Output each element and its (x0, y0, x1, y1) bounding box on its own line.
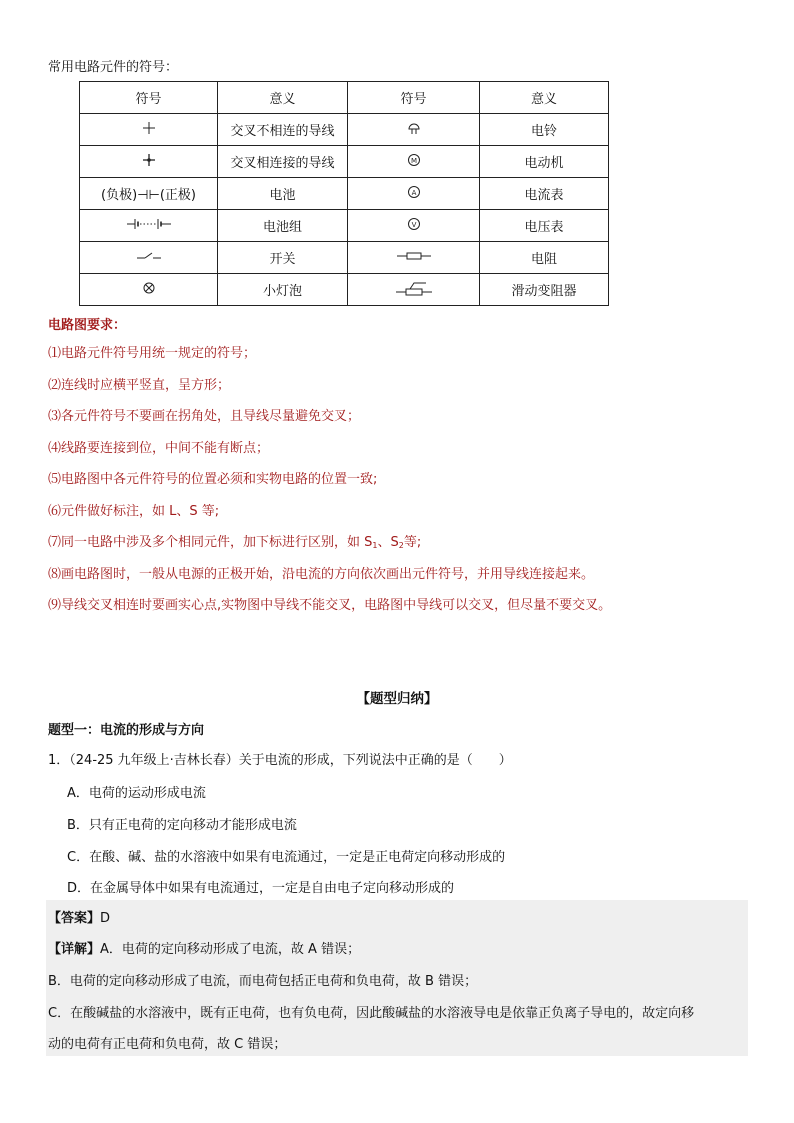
detail-line (48, 938, 360, 957)
meaning-cell: 电流表 (480, 178, 609, 210)
bell-icon (407, 121, 421, 135)
table-row (80, 114, 609, 146)
list-item: ⑻画电路图时，一般从电源的正极开始，沿电流的方向依次画出元件符号，并用导线连接起来。 (48, 566, 595, 582)
lamp-icon (142, 281, 156, 295)
list-item: ⑷线路要连接到位，中间不能有断点； (48, 440, 270, 456)
subscript: 1 (372, 541, 378, 550)
answer-label: 【答案】 (48, 911, 101, 926)
list-item: ⑶各元件符号不要画在拐角处，且导线尽量避免交叉； (48, 409, 361, 424)
option-c: C．在酸、碱、盐的水溶液中如果有电流通过，一定是正电荷定向移动形成的 (67, 850, 506, 865)
list-item: ⑼导线交叉相连时要画实心点,实物图中导线不能交叉，电路图中导线可以交叉，但尽量不要交叉。 (48, 598, 612, 613)
list-item-text: 、S (377, 535, 399, 550)
requirements-title: 电路图要求： (48, 318, 127, 333)
symbol-cell (348, 210, 480, 242)
detail-label: 【详解】 (48, 942, 101, 957)
requirements-list (48, 344, 611, 628)
question-text: 1．（24-25 九年级上·吉林长春）关于电流的形成，下列说法中正确的是（ ） (48, 753, 512, 768)
list-item-text: ⑺同一电路中涉及多个相同元件，加下标进行区别，如 S (48, 535, 373, 550)
option-a: A．电荷的运动形成电流 (67, 786, 206, 801)
intro-text: 常用电路元件的符号： (48, 60, 179, 75)
list-item: ⑵连线时应横平竖直，呈方形； (48, 377, 231, 393)
battery-pack-icon (127, 218, 171, 230)
header-symbol-1: 符号 (80, 82, 218, 114)
answer-line (48, 907, 110, 926)
answer-value: D (100, 911, 111, 926)
list-item-text: 等; (403, 535, 422, 550)
meaning-cell: 小灯泡 (218, 274, 348, 306)
table-row (80, 178, 609, 210)
option-b: B．只有正电荷的定向移动才能形成电流 (67, 818, 297, 833)
symbol-cell (348, 146, 480, 178)
option-d: D．在金属导体中如果有电流通过，一定是自由电子定向移动形成的 (67, 881, 455, 896)
ammeter-icon (407, 185, 421, 199)
detail-c2: 动的电荷有正电荷和负电荷，故 C 错误； (48, 1037, 287, 1052)
meaning-cell: 电动机 (480, 146, 609, 178)
symbol-table (79, 81, 609, 306)
header-meaning-2: 意义 (480, 82, 609, 114)
meaning-cell: 滑动变阻器 (480, 274, 609, 306)
symbol-cell (80, 146, 218, 178)
resistor-icon (397, 251, 431, 261)
table-row (80, 146, 609, 178)
meaning-cell: 电池 (218, 178, 348, 210)
list-item: ⑹元件做好标注，如 L、S 等; (48, 503, 220, 519)
subscript: 2 (398, 541, 404, 550)
detail-a: A．电荷的定向移动形成了电流，故 A 错误； (100, 942, 361, 957)
list-item: ⑸电路图中各元件符号的位置必须和实物电路的位置一致; (48, 472, 378, 487)
battery-symbol-cell: (负极)⊣⊢(正极) (80, 178, 218, 210)
symbol-cell (80, 242, 218, 274)
table-header-row (80, 82, 609, 114)
meaning-cell: 电铃 (480, 114, 609, 146)
detail-b: B．电荷的定向移动形成了电流，而电荷包括正电荷和负电荷，故 B 错误； (48, 974, 478, 989)
motor-letter: M (410, 156, 417, 165)
symbol-cell (80, 210, 218, 242)
list-item (48, 533, 611, 565)
meaning-cell: 电阻 (480, 242, 609, 274)
meaning-cell: 交叉相连接的导线 (218, 146, 348, 178)
symbol-cell (80, 274, 218, 306)
switch-icon (137, 250, 161, 262)
symbol-cell (348, 242, 480, 274)
section-title: 【题型归纳】 (356, 691, 438, 707)
meaning-cell: 交叉不相连的导线 (218, 114, 348, 146)
rheostat-icon (396, 280, 432, 296)
symbol-cell (80, 114, 218, 146)
crossing-wires-connected-icon (142, 153, 156, 167)
symbol-cell (348, 178, 480, 210)
header-symbol-2: 符号 (348, 82, 480, 114)
ammeter-letter: A (411, 188, 416, 197)
question-type-title: 题型一：电流的形成与方向 (48, 723, 205, 738)
symbol-cell (348, 114, 480, 146)
meaning-cell: 电压表 (480, 210, 609, 242)
voltmeter-letter: V (411, 220, 416, 229)
symbol-cell (348, 274, 480, 306)
voltmeter-icon (407, 217, 421, 231)
motor-icon (407, 153, 421, 167)
table-row (80, 274, 609, 306)
header-meaning-1: 意义 (218, 82, 348, 114)
list-item: ⑴电路元件符号用统一规定的符号； (48, 346, 257, 361)
table-row (80, 210, 609, 242)
meaning-cell: 开关 (218, 242, 348, 274)
meaning-cell: 电池组 (218, 210, 348, 242)
table-row (80, 242, 609, 274)
crossing-wires-unconnected-icon (142, 121, 156, 135)
detail-c1: C．在酸碱盐的水溶液中，既有正电荷，也有负电荷，因此酸碱盐的水溶液导电是依靠正负离子导电的，故定向移 (48, 1006, 695, 1021)
